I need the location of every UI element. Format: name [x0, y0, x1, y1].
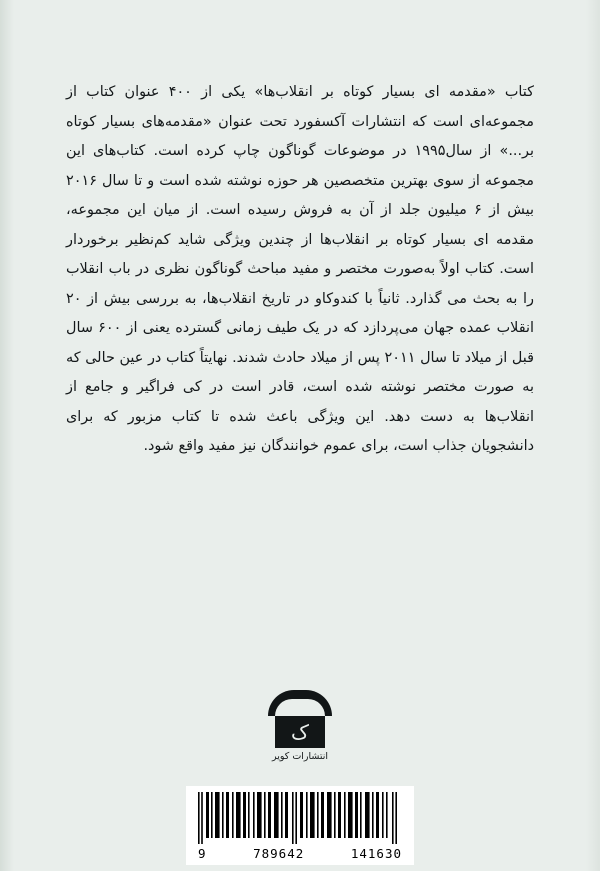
barcode-digit-left: 9	[198, 846, 207, 861]
logo-glyph: ک	[291, 720, 309, 744]
publisher-logo	[263, 690, 337, 762]
logo-body-shape	[275, 716, 325, 748]
publisher-dome-logo-icon	[268, 690, 332, 748]
barcode-bars	[196, 792, 404, 844]
barcode	[186, 786, 414, 865]
barcode-digit-right: 141630	[350, 846, 402, 861]
back-cover-blurb	[66, 78, 534, 462]
publisher-name: انتشارات کویر	[271, 751, 329, 762]
blurb-paragraph: کتاب «مقدمه ای بسیار کوتاه بر انقلاب‌ها» یکی از ۴۰۰ عنوان کتاب از مجموعه‌ای است که انتشارات آکسفورد تحت عنوان «مقدمه‌های بسیار کوتاه بر...» از سال۱۹۹۵ در موضوعات گوناگون چاپ کرده است. کتاب‌های این مجموعه از سوی بهترین متخصصین هر حوزه نوشته شده است و تا سال ۲۰۱۶ بیش از ۶ میلیون جلد از آن به فروش رسیده است. از میان این مجموعه، مقدمه ای بسیار کوتاه بر انقلاب‌ها از چندین ویژگی شاید کم‌نظیر برخوردار است. کتاب اولاً به‌صورت مختصر و مفید مباحث گوناگون نظری در باب انقلاب را به بحث می گذارد. ثانیاً با کندوکاو در تاریخ انقلاب‌ها، به بررسی بیش از ۲۰ انقلاب عمده جهان می‌پردازد که در یک طیف زمانی گسترده یعنی از ۶۰۰ سال قبل از میلاد تا سال ۲۰۱۱ پس از میلاد حادث شدند. نهایتاً کتاب در عین حالی که به صورت مختصر نوشته شده است، قادر است در کی فراگیر و جامع از انقلاب‌ها به دست دهد. این ویژگی باعث شده تا کتاب مزبور که برای دانشجویان جذاب است، برای عموم خوانندگان نیز مفید واقع شود.	[66, 84, 534, 455]
barcode-digit-middle: 789642	[253, 846, 305, 861]
logo-arc-shape	[268, 690, 332, 716]
barcode-digits	[196, 844, 404, 861]
